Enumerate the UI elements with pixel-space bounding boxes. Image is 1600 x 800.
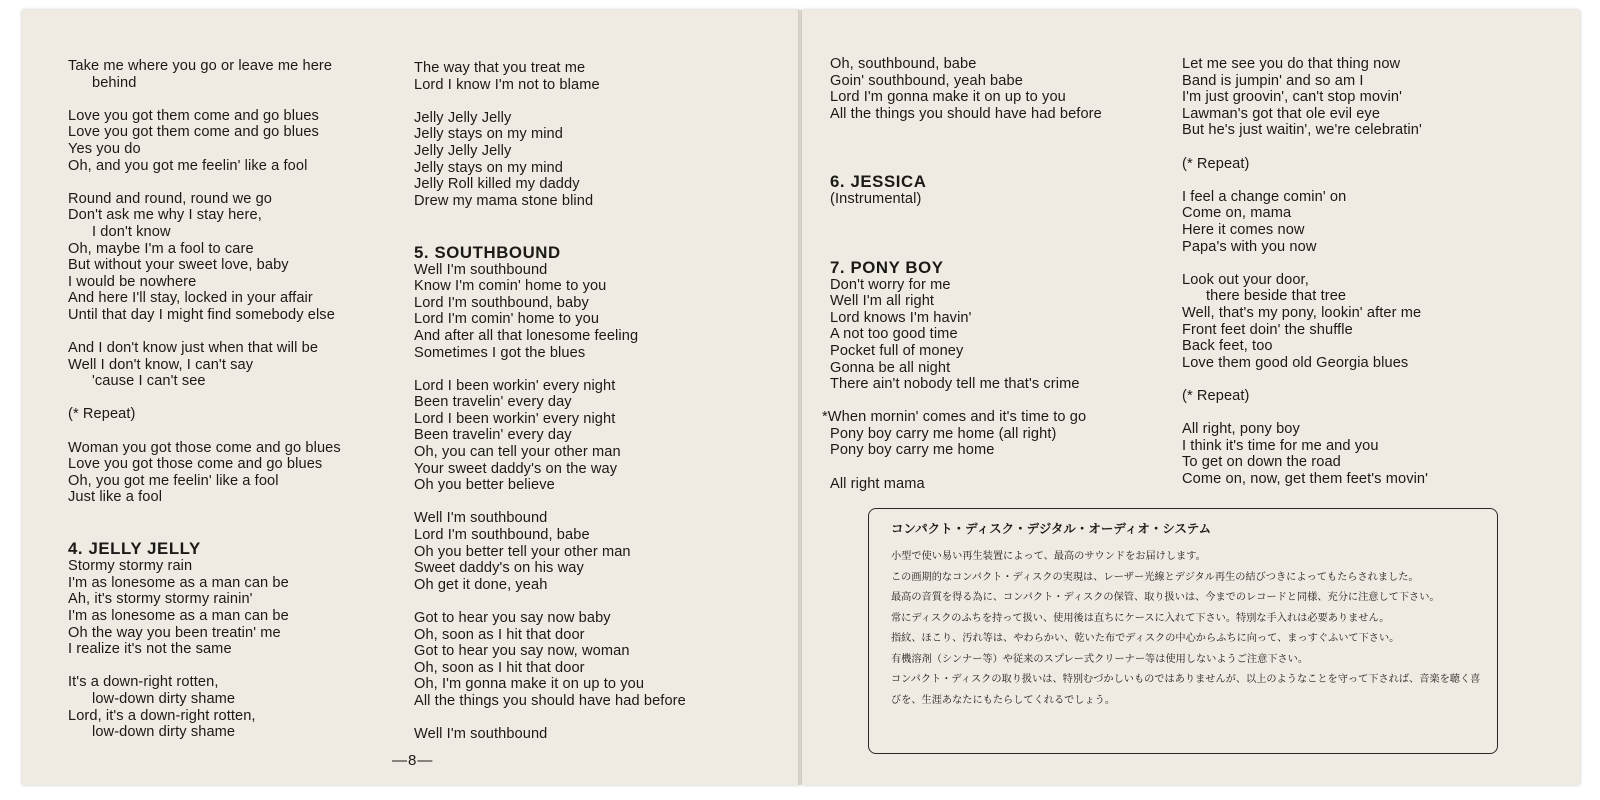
lyric-line: Know I'm comin' home to you: [414, 278, 607, 295]
notice-line: 常にディスクのふちを持って扱い、使用後は直ちにケースに入れて下さい。特別な手入れは必要ありません。: [891, 612, 1390, 624]
lyric-line: Oh, and you got me feelin' like a fool: [68, 157, 308, 174]
line-gap: [68, 506, 341, 523]
lyric-line: Don't ask me why I stay here,: [68, 207, 262, 224]
line-gap: [68, 423, 341, 440]
notice-line: この画期的なコンパクト・ディスクの実現は、レーザー光線とデジタル再生の結びつきによってもたらされました。: [891, 571, 1419, 583]
line-gap: [830, 459, 1102, 476]
lyric-line: Don't worry for me: [830, 276, 951, 293]
song-heading: 7. PONY BOY: [830, 257, 944, 277]
song-heading: 6. JESSICA: [830, 172, 927, 192]
lyrics-column-right-1: [822, 56, 1102, 492]
notice-line: 指紋、ほこり、汚れ等は、やわらかい、乾いた布でディスクの中心からふちに向って、まっすぐふいて下さい。: [891, 633, 1400, 644]
lyric-line: Love you got those come and go blues: [68, 456, 323, 473]
lyric-line: Lord I been workin' every night: [414, 377, 616, 394]
line-gap: [414, 593, 686, 610]
lyric-line: Well I'm southbound: [414, 510, 548, 527]
lyric-line: Lawman's got that ole evil eye: [1182, 105, 1381, 122]
line-gap: [414, 710, 686, 727]
line-gap: [414, 361, 686, 378]
lyric-line: I'm just groovin', can't stop movin': [1182, 89, 1402, 106]
lyric-line: Gonna be all night: [830, 359, 951, 376]
lyric-line: Well I'm southbound: [414, 726, 548, 743]
lyric-line: The way that you treat me: [414, 60, 586, 76]
lyric-line: low-down dirty shame: [92, 724, 236, 741]
line-gap: [1182, 255, 1428, 272]
lyric-line: Oh, you got me feelin' like a fool: [68, 472, 279, 489]
line-gap: [414, 494, 686, 511]
line-gap: [414, 93, 686, 110]
lyric-line: Well I'm southbound: [414, 261, 548, 278]
lyric-line: Pocket full of money: [830, 342, 964, 359]
lyric-line: There ain't nobody tell me that's crime: [830, 376, 1080, 393]
lyric-line: Love them good old Georgia blues: [1182, 354, 1409, 371]
lyric-line: Pony boy carry me home (all right): [830, 425, 1057, 442]
lyric-line: Sometimes I got the blues: [414, 344, 586, 361]
lyrics-column-left-2: [414, 60, 686, 743]
song-heading: 5. SOUTHBOUND: [414, 242, 561, 262]
notice-title: コンパクト・ディスク・デジタル・オーディオ・システム: [891, 521, 1212, 536]
lyric-line: Got to hear you say now baby: [414, 610, 611, 626]
lyric-line: All right mama: [830, 475, 925, 492]
lyric-line: Lord I'm gonna make it on up to you: [830, 89, 1066, 106]
line-gap: [68, 174, 341, 191]
lyric-line: Oh you better tell your other man: [414, 543, 631, 560]
notice-line: 最高の音質を得る為に、コンパクト・ディスクの保管、取り扱いは、今までのレコードと同様、充分に注意して下さい。: [891, 592, 1440, 603]
line-gap: [1182, 371, 1428, 388]
lyric-line: Been travelin' every day: [414, 427, 572, 444]
lyric-line: Been travelin' every day: [414, 394, 572, 411]
lyric-line: Look out your door,: [1182, 271, 1309, 288]
lyric-line: Well I'm all right: [830, 293, 935, 310]
lyric-line: All the things you should have had before: [830, 105, 1102, 122]
lyric-line: Drew my mama stone blind: [414, 192, 594, 209]
lyric-line: Papa's with you now: [1182, 238, 1317, 255]
line-gap: [830, 156, 1102, 173]
lyric-line: Woman you got those come and go blues: [68, 439, 341, 456]
lyric-line: Lord, it's a down-right rotten,: [68, 707, 256, 724]
line-gap: [68, 523, 341, 540]
lyric-line: Lord I'm southbound, baby: [414, 294, 589, 311]
lyric-line: I feel a change comin' on: [1182, 188, 1347, 205]
lyric-line: Jelly stays on my mind: [414, 159, 563, 176]
notice-body: [891, 547, 1487, 711]
lyric-line: Sweet daddy's on his way: [414, 560, 584, 577]
lyric-line: Well, that's my pony, lookin' after me: [1182, 304, 1422, 321]
cd-notice-box: [868, 508, 1498, 754]
lyric-line: Got to hear you say now, woman: [414, 643, 630, 660]
lyric-line: Love you got them come and go blues: [68, 107, 319, 124]
lyric-line: All the things you should have had before: [414, 692, 686, 709]
line-gap: [414, 226, 686, 243]
lyric-line: Lord I'm comin' home to you: [414, 311, 600, 328]
lyric-line: Oh, I'm gonna make it on up to you: [414, 676, 645, 693]
lyric-line: Take me where you go or leave me here: [68, 58, 333, 74]
lyric-line: behind: [92, 74, 137, 91]
lyric-line: Oh, soon as I hit that door: [414, 626, 585, 643]
lyric-line: there beside that tree: [1206, 288, 1347, 305]
booklet-right-page: [802, 10, 1580, 785]
lyric-line: low-down dirty shame: [92, 690, 236, 707]
lyric-line: But he's just waitin', we're celebratin': [1182, 122, 1422, 139]
lyric-line: Front feet doin' the shuffle: [1182, 321, 1353, 338]
lyric-line: I think it's time for me and you: [1182, 437, 1379, 454]
lyric-line: Jelly Jelly Jelly: [414, 142, 512, 159]
lyric-line: Stormy stormy rain: [68, 558, 193, 575]
lyrics-column-right-2: [1182, 56, 1428, 487]
lyric-line: (* Repeat): [68, 406, 136, 423]
notice-line: コンパクト・ディスクの取り扱いは、特別むづかしいものではありませんが、以上のようなことを守って下されば、音楽を聴く喜びを、生涯あなたにもたらしてくれるでしょう。: [891, 674, 1481, 706]
lyric-line: I don't know: [92, 223, 171, 240]
lyric-line: Just like a fool: [68, 489, 163, 506]
lyric-line: Oh get it done, yeah: [414, 576, 548, 593]
lyric-line: 'cause I can't see: [92, 373, 206, 390]
lyric-line: Pony boy carry me home: [830, 442, 995, 459]
line-gap: [1182, 139, 1428, 156]
lyric-line: But without your sweet love, baby: [68, 257, 289, 274]
lyric-line: Here it comes now: [1182, 221, 1305, 238]
line-gap: [414, 209, 686, 226]
lyric-line: Lord I'm southbound, babe: [414, 527, 590, 544]
lyric-line: And here I'll stay, locked in your affair: [68, 290, 313, 307]
line-gap: [830, 208, 1102, 225]
notice-line: 小型で使い易い再生装置によって、最高のサウンドをお届けします。: [891, 551, 1206, 562]
lyric-line: Come on, mama: [1182, 205, 1292, 222]
lyric-line: And I don't know just when that will be: [68, 340, 319, 357]
lyric-line: (* Repeat): [1182, 387, 1250, 404]
lyric-line: Come on, now, get them feet's movin': [1182, 470, 1429, 487]
lyric-line: Love you got them come and go blues: [68, 124, 319, 141]
lyric-line: I realize it's not the same: [68, 641, 232, 658]
lyric-line: I'm as lonesome as a man can be: [68, 574, 289, 591]
lyric-line: Lord knows I'm havin': [830, 309, 972, 326]
lyric-line: And after all that lonesome feeling: [414, 327, 639, 344]
notice-line: 有機溶剤（シンナー等）や従来のスプレー式クリーナー等は使用しないようご注意下さい。: [891, 653, 1309, 665]
lyric-line: Oh, maybe I'm a fool to care: [68, 240, 254, 257]
lyric-line: Your sweet daddy's on the way: [414, 460, 618, 477]
lyric-line: Band is jumpin' and so am I: [1182, 72, 1364, 89]
lyric-line: Yes you do: [68, 140, 141, 157]
line-gap: [830, 224, 1102, 241]
line-gap: [830, 122, 1102, 139]
lyric-line: A not too good time: [830, 326, 958, 343]
line-gap: [830, 393, 1102, 410]
lyric-line: Oh, southbound, babe: [830, 56, 977, 72]
line-gap: [830, 139, 1102, 156]
lyric-line: Jelly Roll killed my daddy: [414, 176, 580, 193]
lyric-line: Oh, soon as I hit that door: [414, 659, 585, 676]
lyric-line: To get on down the road: [1182, 454, 1341, 471]
lyric-line: Jelly Jelly Jelly: [414, 109, 512, 126]
lyric-line: Oh the way you been treatin' me: [68, 624, 281, 641]
song-heading: 4. JELLY JELLY: [68, 539, 201, 559]
page-number: —8—: [392, 752, 434, 769]
line-gap: [68, 91, 341, 108]
lyric-line: (* Repeat): [1182, 155, 1250, 172]
lyric-line: Let me see you do that thing now: [1182, 56, 1401, 72]
lyric-line: All right, pony boy: [1182, 421, 1300, 438]
lyric-line: Lord I know I'm not to blame: [414, 76, 600, 93]
line-gap: [68, 324, 341, 341]
line-gap: [1182, 404, 1428, 421]
lyric-line: Back feet, too: [1182, 338, 1273, 355]
lyric-line: Lord I been workin' every night: [414, 410, 616, 427]
lyric-line: I would be nowhere: [68, 273, 197, 290]
lyric-line: Jelly stays on my mind: [414, 126, 563, 143]
lyric-line: (Instrumental): [830, 191, 922, 208]
line-gap: [68, 390, 341, 407]
lyric-line: *When mornin' comes and it's time to go: [822, 409, 1087, 426]
booklet-left-page: [22, 10, 800, 785]
lyric-line: Round and round, round we go: [68, 190, 273, 207]
line-gap: [1182, 172, 1428, 189]
lyric-line: Ah, it's stormy stormy rainin': [68, 591, 253, 608]
lyric-line: It's a down-right rotten,: [68, 674, 219, 691]
lyric-line: Until that day I might find somebody else: [68, 306, 335, 323]
lyrics-column-left-1: [68, 58, 341, 741]
lyric-line: Goin' southbound, yeah babe: [830, 72, 1023, 89]
lyric-line: Well I don't know, I can't say: [68, 356, 254, 373]
line-gap: [68, 658, 341, 675]
lyric-line: I'm as lonesome as a man can be: [68, 608, 289, 624]
lyric-line: Oh, you can tell your other man: [414, 444, 621, 461]
lyric-line: Oh you better believe: [414, 477, 555, 494]
line-gap: [830, 241, 1102, 258]
